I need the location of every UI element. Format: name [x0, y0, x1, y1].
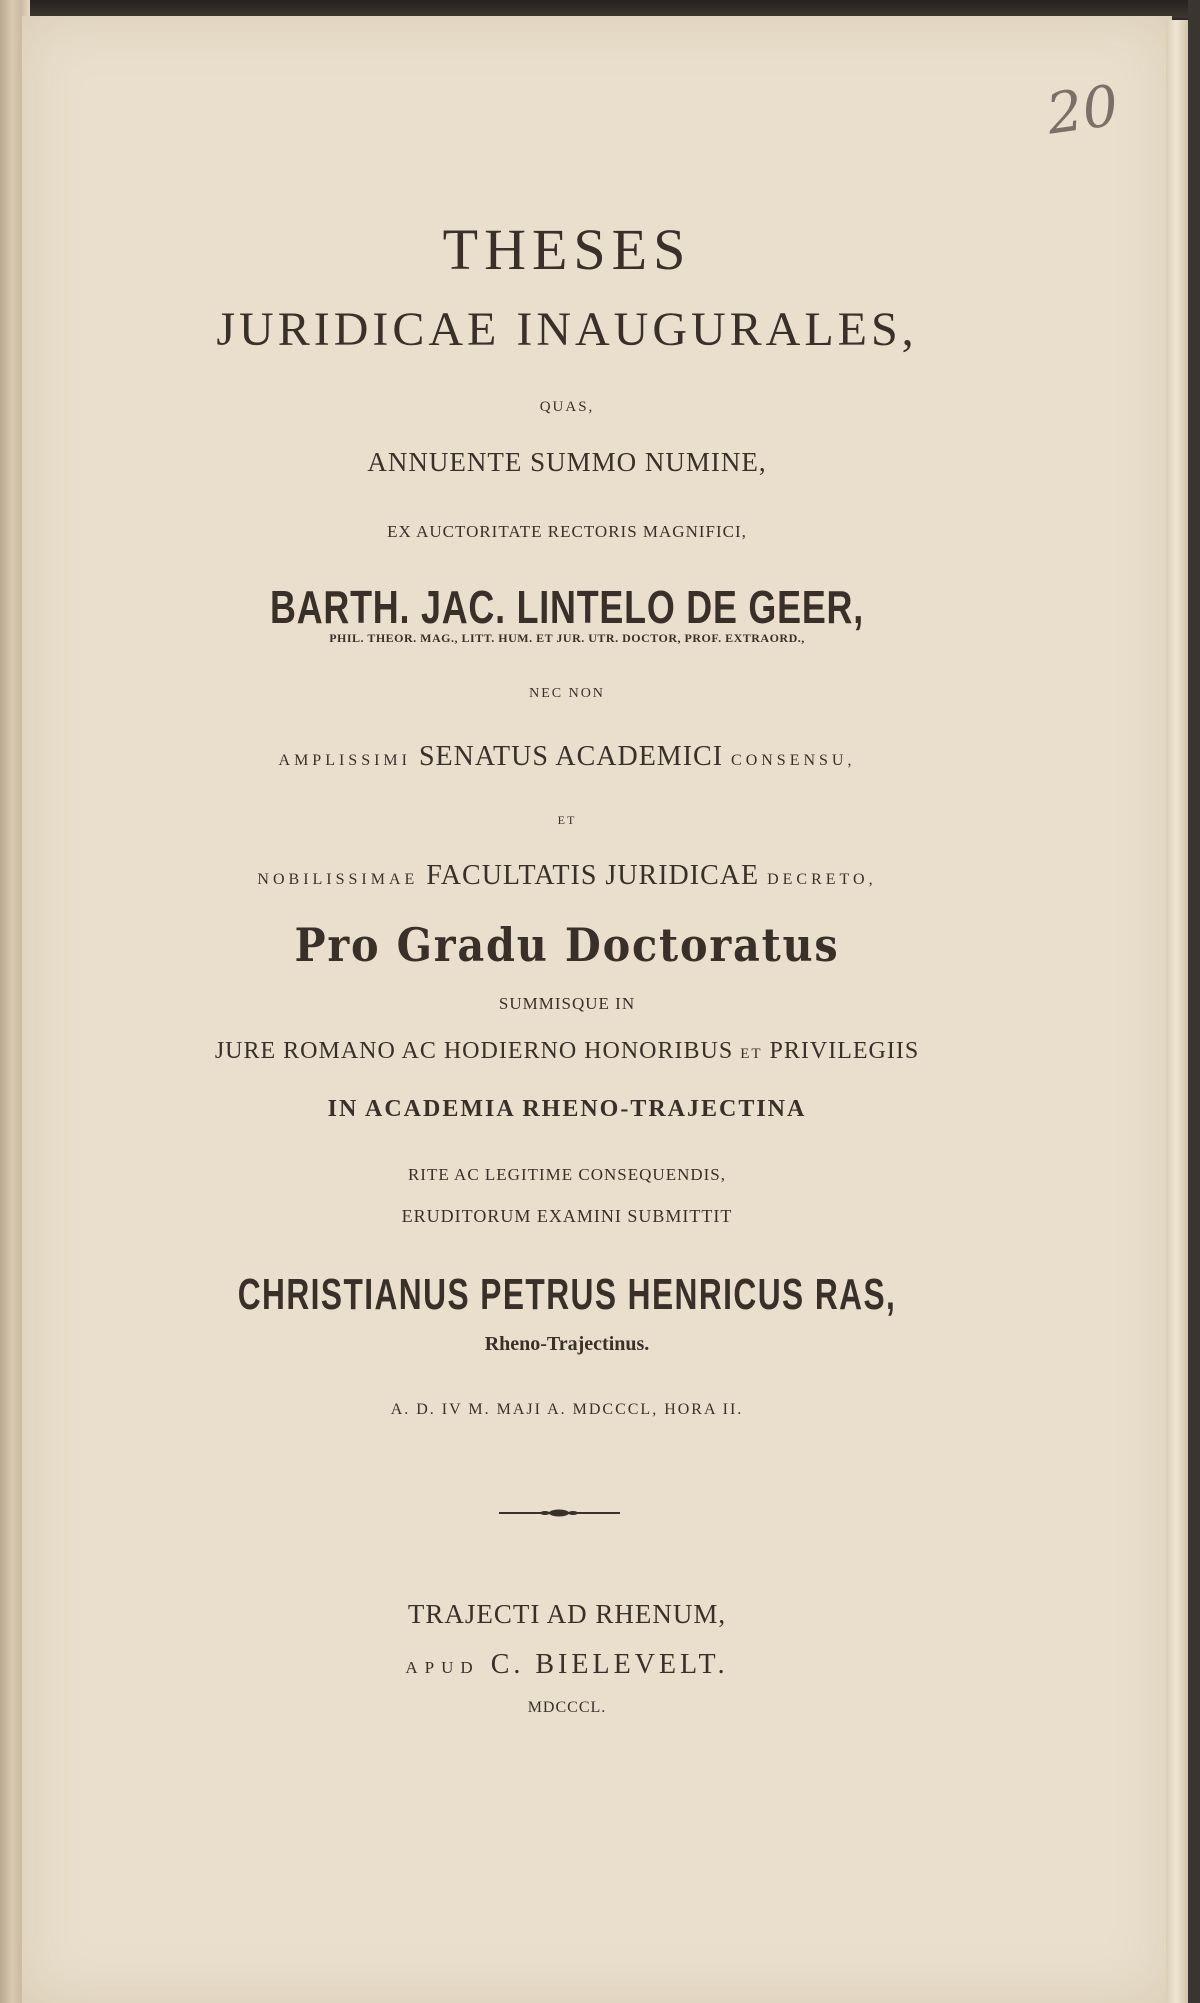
title-line-2: JURIDICAE INAUGURALES, [216, 303, 918, 356]
imprint-printer: C. BIELEVELT. [490, 1649, 729, 1680]
line-rite: RITE AC LEGITIME CONSEQUENDIS, [407, 1165, 727, 1184]
page-fore-edge [1166, 20, 1188, 2003]
line-annuente: ANNUENTE SUMMO NUMINE, [367, 447, 767, 477]
facultas-main: FACULTATIS JURIDICAE [426, 860, 760, 891]
line-nec-non: NEC NON [529, 686, 605, 701]
title-page [22, 16, 1172, 2003]
author-origin: Rheno-Trajectinus. [484, 1333, 650, 1355]
page-number: 20 [1042, 73, 1123, 148]
facultas-post: DECRETO, [767, 871, 877, 888]
senatus-pre: AMPLISSIMI [278, 752, 411, 769]
ornament-rule-icon [497, 1506, 622, 1520]
pro-gradu-doctoratus: Pro Gradu Doctoratus [294, 918, 840, 972]
line-summisque: SUMMISQUE IN [498, 994, 636, 1013]
line-eruditorum: ERUDITORUM EXAMINI SUBMITTIT [401, 1206, 733, 1226]
author-name: CHRISTIANUS PETRUS HENRICUS RAS, [237, 1270, 897, 1319]
line-quas: QUAS, [539, 399, 595, 415]
senatus-main: SENATUS ACADEMICI [418, 741, 724, 772]
rector-name: BARTH. JAC. LINTELO DE GEER, [270, 581, 864, 633]
scan-right-edge [1188, 0, 1200, 2003]
line-jure [22, 1038, 1112, 1065]
jure-main: JURE ROMANO AC HODIERNO HONORIBUS [214, 1038, 734, 1064]
imprint-printer-line [22, 1649, 1112, 1681]
line-academia: IN ACADEMIA RHENO-TRAJECTINA [327, 1096, 807, 1122]
imprint-city: TRAJECTI AD RHENUM, [407, 1599, 727, 1629]
rector-degrees: PHIL. THEOR. MAG., LITT. HUM. ET JUR. UTR. DOCTOR, PROF. EXTRAORD., [329, 631, 805, 645]
senatus-post: CONSENSU, [731, 752, 856, 769]
title-line-1: THESES [442, 217, 692, 282]
line-senatus [22, 741, 1112, 773]
jure-post: PRIVILEGIIS [769, 1038, 920, 1064]
line-ex-auctoritate: EX AUCTORITATE RECTORIS MAGNIFICI, [387, 522, 747, 541]
line-et: ET [557, 813, 577, 827]
defense-date: A. D. IV M. MAJI A. MDCCCL, HORA II. [390, 1401, 744, 1418]
imprint-apud: APUD [405, 1658, 480, 1677]
facultas-pre: NOBILISSIMAE [257, 871, 419, 888]
jure-et: ET [740, 1046, 763, 1062]
imprint-year: MDCCCL. [527, 1699, 607, 1716]
line-facultas [22, 860, 1112, 892]
